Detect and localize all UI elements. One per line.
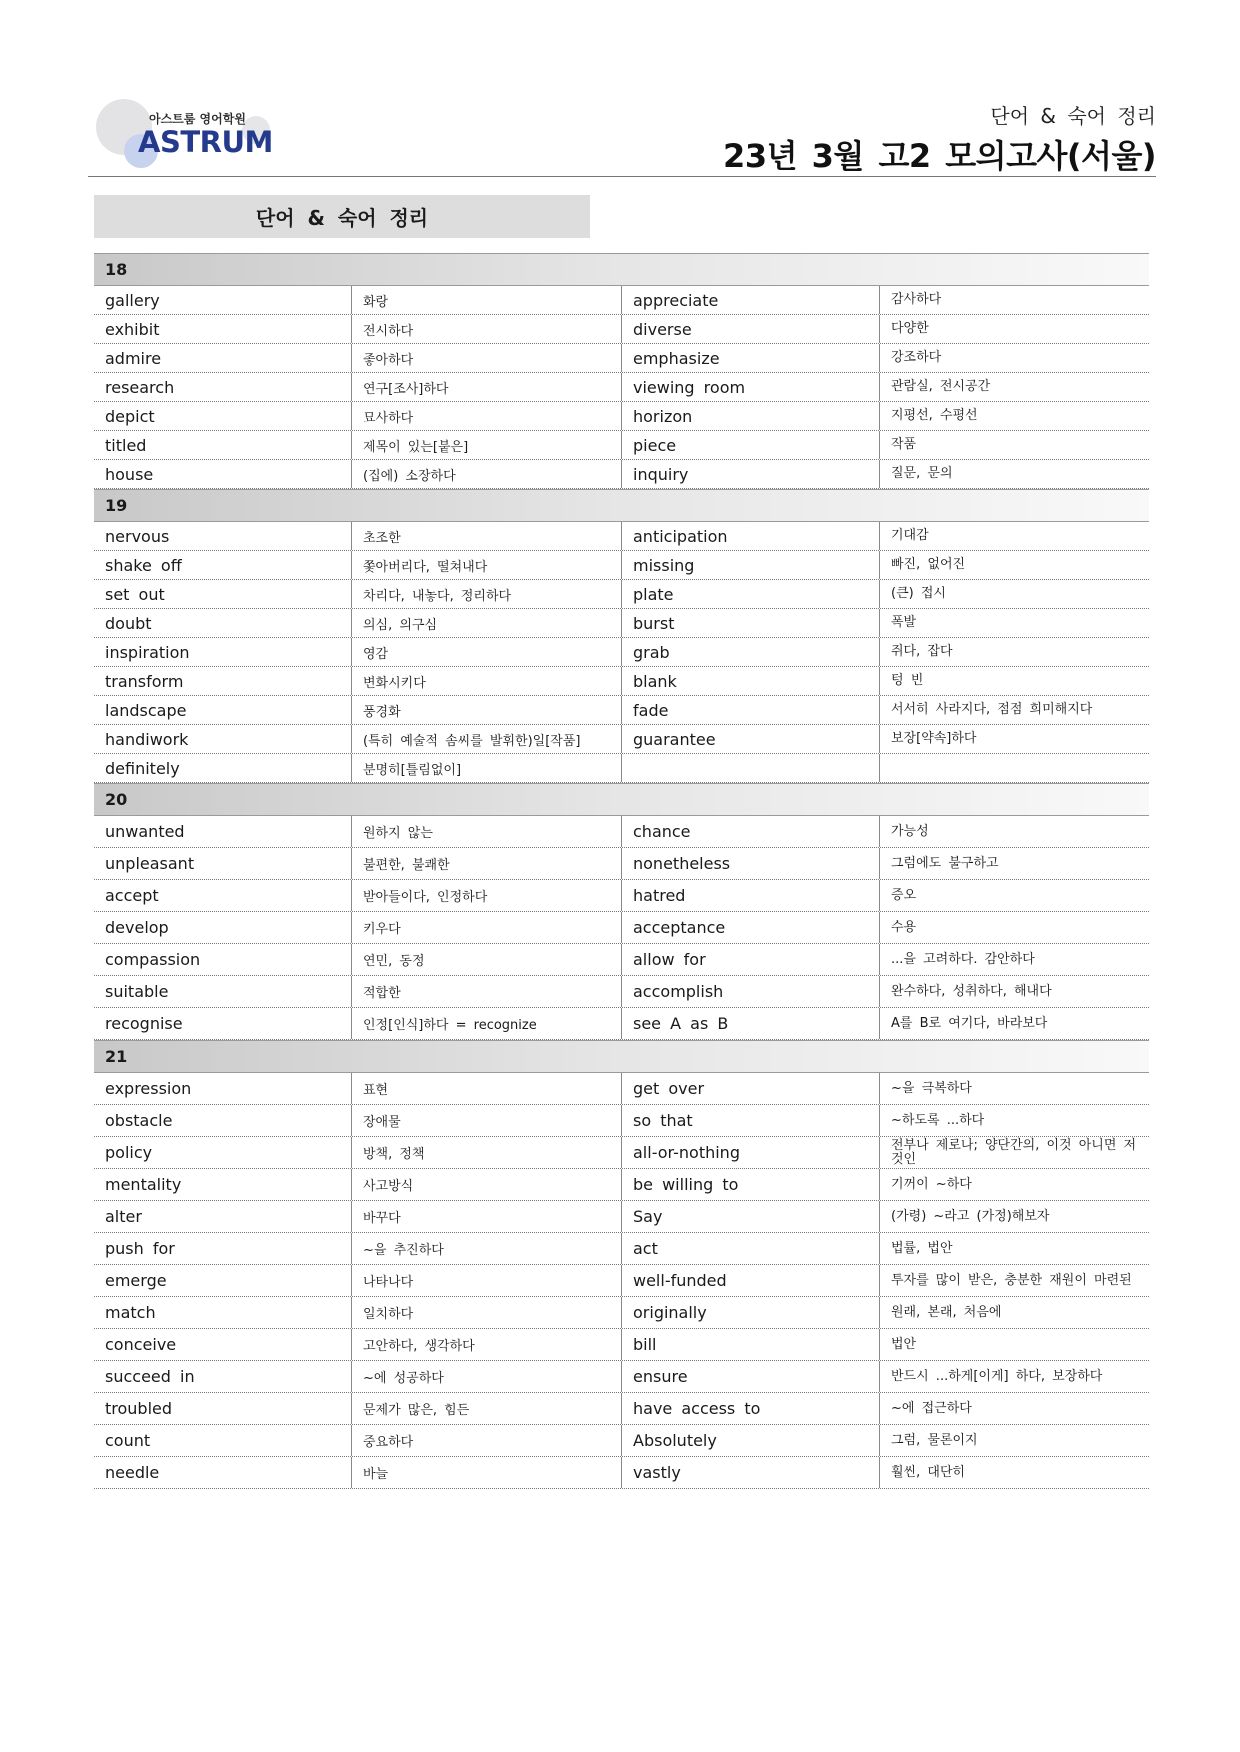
korean-meaning: 묘사하다 <box>352 402 622 430</box>
vocab-row <box>94 1361 1149 1393</box>
korean-meaning: 바꾸다 <box>352 1201 622 1232</box>
vocab-row <box>94 373 1149 402</box>
korean-meaning: 감사하다 <box>891 292 942 308</box>
english-word: develop <box>94 912 352 943</box>
english-word: so that <box>622 1105 880 1136</box>
english-word: needle <box>94 1457 352 1488</box>
vocab-row <box>94 976 1149 1008</box>
english-word: inspiration <box>94 638 352 666</box>
english-word: gallery <box>94 286 352 314</box>
korean-meaning: (가령) ~라고 (가정)해보자 <box>891 1208 1050 1224</box>
korean-meaning: 다양한 <box>891 321 929 337</box>
english-word: match <box>94 1297 352 1328</box>
korean-meaning: 원래, 본래, 처음에 <box>891 1304 1002 1320</box>
korean-meaning: 전부나 제로나; 양단간의, 이것 아니면 저것인 <box>891 1137 1137 1167</box>
english-word: conceive <box>94 1329 352 1360</box>
section-title: 단어 & 숙어 정리 <box>94 195 590 238</box>
korean-meaning: 수용 <box>891 919 917 935</box>
vocab-row <box>94 816 1149 848</box>
english-word: definitely <box>94 754 352 782</box>
english-word: emphasize <box>622 344 880 372</box>
english-word: bill <box>622 1329 880 1360</box>
korean-meaning: ~하도록 ...하다 <box>891 1112 985 1128</box>
korean-meaning: 바늘 <box>352 1457 622 1488</box>
vocab-row <box>94 551 1149 580</box>
korean-meaning: 법률, 법안 <box>891 1240 953 1256</box>
korean-meaning: ~을 극복하다 <box>891 1080 972 1096</box>
korean-meaning: 반드시 ...하게[이게] 하다, 보장하다 <box>891 1368 1103 1384</box>
vocab-row <box>94 880 1149 912</box>
logo-subtitle: 아스트룸 영어학원 <box>149 112 246 126</box>
vocab-row <box>94 1425 1149 1457</box>
english-word: grab <box>622 638 880 666</box>
korean-meaning: 투자를 많이 받은, 충분한 재원이 마련된 <box>891 1272 1132 1288</box>
korean-meaning: 법안 <box>891 1336 917 1352</box>
english-word: inquiry <box>622 460 880 488</box>
english-word: be willing to <box>622 1169 880 1200</box>
english-word: burst <box>622 609 880 637</box>
korean-meaning: 가능성 <box>891 823 929 839</box>
vocabulary-table <box>94 253 1149 1489</box>
korean-meaning: 쥐다, 잡다 <box>891 644 953 660</box>
doc-type-label: 단어 & 숙어 정리 <box>990 104 1156 128</box>
english-word: succeed in <box>94 1361 352 1392</box>
vocab-row <box>94 1329 1149 1361</box>
english-word: horizon <box>622 402 880 430</box>
korean-meaning: 차리다, 내놓다, 정리하다 <box>352 580 622 608</box>
vocab-row <box>94 1265 1149 1297</box>
korean-meaning: ...을 고려하다. 감안하다 <box>891 951 1035 967</box>
logo-name: ASTRUM <box>138 125 273 159</box>
korean-meaning: ~에 접근하다 <box>891 1400 972 1416</box>
korean-meaning: 변화시키다 <box>352 667 622 695</box>
vocab-row <box>94 696 1149 725</box>
english-word: expression <box>94 1073 352 1104</box>
exam-title: 23년 3월 고2 모의고사(서울) <box>723 137 1156 175</box>
korean-meaning: 불편한, 불쾌한 <box>352 848 622 879</box>
english-word: accept <box>94 880 352 911</box>
korean-meaning: 기꺼이 ~하다 <box>891 1176 972 1192</box>
korean-meaning: 중요하다 <box>352 1425 622 1456</box>
section-number-header: 18 <box>94 253 1149 286</box>
korean-meaning: 지평선, 수평선 <box>891 408 978 424</box>
korean-meaning: 고안하다, 생각하다 <box>352 1329 622 1360</box>
english-word: well-funded <box>622 1265 880 1296</box>
korean-meaning: 증오 <box>891 887 917 903</box>
english-word: compassion <box>94 944 352 975</box>
english-word: landscape <box>94 696 352 724</box>
korean-meaning: 훨씬, 대단히 <box>891 1464 966 1480</box>
vocab-row <box>94 431 1149 460</box>
english-word: act <box>622 1233 880 1264</box>
vocab-row <box>94 1137 1149 1169</box>
english-word: set out <box>94 580 352 608</box>
korean-meaning <box>880 754 1149 782</box>
vocab-row <box>94 1008 1149 1040</box>
korean-meaning: 텅 빈 <box>891 673 924 689</box>
english-word: accomplish <box>622 976 880 1007</box>
vocab-row <box>94 754 1149 783</box>
korean-meaning: 완수하다, 성취하다, 해내다 <box>891 983 1052 999</box>
vocab-row <box>94 609 1149 638</box>
english-word: have access to <box>622 1393 880 1424</box>
korean-meaning: 좋아하다 <box>352 344 622 372</box>
english-word: ensure <box>622 1361 880 1392</box>
english-word: unpleasant <box>94 848 352 879</box>
korean-meaning: 받아들이다, 인정하다 <box>352 880 622 911</box>
korean-meaning: 표현 <box>352 1073 622 1104</box>
section-number-header: 20 <box>94 783 1149 816</box>
vocab-row <box>94 944 1149 976</box>
vocab-row <box>94 286 1149 315</box>
english-word: alter <box>94 1201 352 1232</box>
vocab-row <box>94 1073 1149 1105</box>
korean-meaning: 연민, 동정 <box>352 944 622 975</box>
korean-meaning: 전시하다 <box>352 315 622 343</box>
section-number-header: 19 <box>94 489 1149 522</box>
english-word: viewing room <box>622 373 880 401</box>
vocab-row <box>94 580 1149 609</box>
english-word: get over <box>622 1073 880 1104</box>
english-word: anticipation <box>622 522 880 550</box>
korean-meaning: (집에) 소장하다 <box>352 460 622 488</box>
vocab-row <box>94 638 1149 667</box>
english-word: missing <box>622 551 880 579</box>
vocab-row <box>94 460 1149 489</box>
english-word: blank <box>622 667 880 695</box>
korean-meaning: 적합한 <box>352 976 622 1007</box>
korean-meaning: (특히 예술적 솜씨를 발휘한)일[작품] <box>352 725 622 753</box>
vocab-row <box>94 1201 1149 1233</box>
vocab-row <box>94 1457 1149 1489</box>
korean-meaning: 제목이 있는[붙은] <box>352 431 622 459</box>
english-word: policy <box>94 1137 352 1168</box>
english-word: allow for <box>622 944 880 975</box>
english-word: count <box>94 1425 352 1456</box>
korean-meaning: 기대감 <box>891 528 929 544</box>
korean-meaning: 의심, 의구심 <box>352 609 622 637</box>
vocab-row <box>94 1169 1149 1201</box>
vocab-row <box>94 912 1149 944</box>
vocab-row <box>94 1297 1149 1329</box>
english-word: troubled <box>94 1393 352 1424</box>
english-word: all-or-nothing <box>622 1137 880 1168</box>
english-word: plate <box>622 580 880 608</box>
english-word: Absolutely <box>622 1425 880 1456</box>
english-word: push for <box>94 1233 352 1264</box>
vocab-row <box>94 315 1149 344</box>
vocab-row <box>94 1393 1149 1425</box>
header-divider <box>88 176 1156 177</box>
korean-meaning: 빠진, 없어진 <box>891 557 966 573</box>
korean-meaning: 나타나다 <box>352 1265 622 1296</box>
english-word: obstacle <box>94 1105 352 1136</box>
english-word: nonetheless <box>622 848 880 879</box>
korean-meaning: 문제가 많은, 힘든 <box>352 1393 622 1424</box>
korean-meaning: 원하지 않는 <box>352 816 622 847</box>
korean-meaning: 장애물 <box>352 1105 622 1136</box>
korean-meaning: 풍경화 <box>352 696 622 724</box>
english-word: see A as B <box>622 1008 880 1039</box>
astrum-logo <box>96 96 276 176</box>
korean-meaning: 강조하다 <box>891 350 942 366</box>
korean-meaning: 화랑 <box>352 286 622 314</box>
korean-meaning: 작품 <box>891 437 917 453</box>
vocab-row <box>94 522 1149 551</box>
english-word: titled <box>94 431 352 459</box>
english-word: nervous <box>94 522 352 550</box>
korean-meaning: 연구[조사]하다 <box>352 373 622 401</box>
section-number-header: 21 <box>94 1040 1149 1073</box>
english-word: house <box>94 460 352 488</box>
vocab-row <box>94 848 1149 880</box>
english-word: Say <box>622 1201 880 1232</box>
korean-meaning: 키우다 <box>352 912 622 943</box>
english-word: admire <box>94 344 352 372</box>
korean-meaning: 관람실, 전시공간 <box>891 379 991 395</box>
english-word: originally <box>622 1297 880 1328</box>
korean-meaning: ~을 추진하다 <box>352 1233 622 1264</box>
korean-meaning: 서서히 사라지다, 점점 희미해지다 <box>891 702 1093 718</box>
english-word: acceptance <box>622 912 880 943</box>
vocab-row <box>94 667 1149 696</box>
korean-meaning: (큰) 접시 <box>891 586 946 602</box>
vocab-row <box>94 402 1149 431</box>
english-word: hatred <box>622 880 880 911</box>
korean-meaning: 분명히[틀림없이] <box>352 754 622 782</box>
english-word: unwanted <box>94 816 352 847</box>
english-word: exhibit <box>94 315 352 343</box>
korean-meaning: 사고방식 <box>352 1169 622 1200</box>
english-word: fade <box>622 696 880 724</box>
korean-meaning: 쫓아버리다, 떨쳐내다 <box>352 551 622 579</box>
document-header <box>723 100 1156 177</box>
english-word: chance <box>622 816 880 847</box>
english-word <box>622 754 880 782</box>
english-word: handiwork <box>94 725 352 753</box>
korean-meaning: 초조한 <box>352 522 622 550</box>
vocab-row <box>94 1233 1149 1265</box>
english-word: guarantee <box>622 725 880 753</box>
english-word: diverse <box>622 315 880 343</box>
korean-meaning: 일치하다 <box>352 1297 622 1328</box>
vocab-row <box>94 344 1149 373</box>
vocab-row <box>94 725 1149 754</box>
korean-meaning: A를 B로 여기다, 바라보다 <box>891 1015 1048 1031</box>
english-word: transform <box>94 667 352 695</box>
korean-meaning: 방책, 정책 <box>352 1137 622 1168</box>
english-word: doubt <box>94 609 352 637</box>
korean-meaning: 폭발 <box>891 615 917 631</box>
korean-meaning: ~에 성공하다 <box>352 1361 622 1392</box>
korean-meaning: 영감 <box>352 638 622 666</box>
english-word: research <box>94 373 352 401</box>
korean-meaning: 그럼에도 불구하고 <box>891 855 999 871</box>
english-word: vastly <box>622 1457 880 1488</box>
english-word: suitable <box>94 976 352 1007</box>
korean-meaning: 질문, 문의 <box>891 466 953 482</box>
english-word: piece <box>622 431 880 459</box>
korean-meaning: 보장[약속]하다 <box>891 731 977 747</box>
english-word: appreciate <box>622 286 880 314</box>
english-word: depict <box>94 402 352 430</box>
english-word: shake off <box>94 551 352 579</box>
korean-meaning: 인정[인식]하다 = recognize <box>352 1008 622 1039</box>
vocab-row <box>94 1105 1149 1137</box>
korean-meaning: 그럼, 물론이지 <box>891 1432 978 1448</box>
english-word: recognise <box>94 1008 352 1039</box>
english-word: emerge <box>94 1265 352 1296</box>
english-word: mentality <box>94 1169 352 1200</box>
